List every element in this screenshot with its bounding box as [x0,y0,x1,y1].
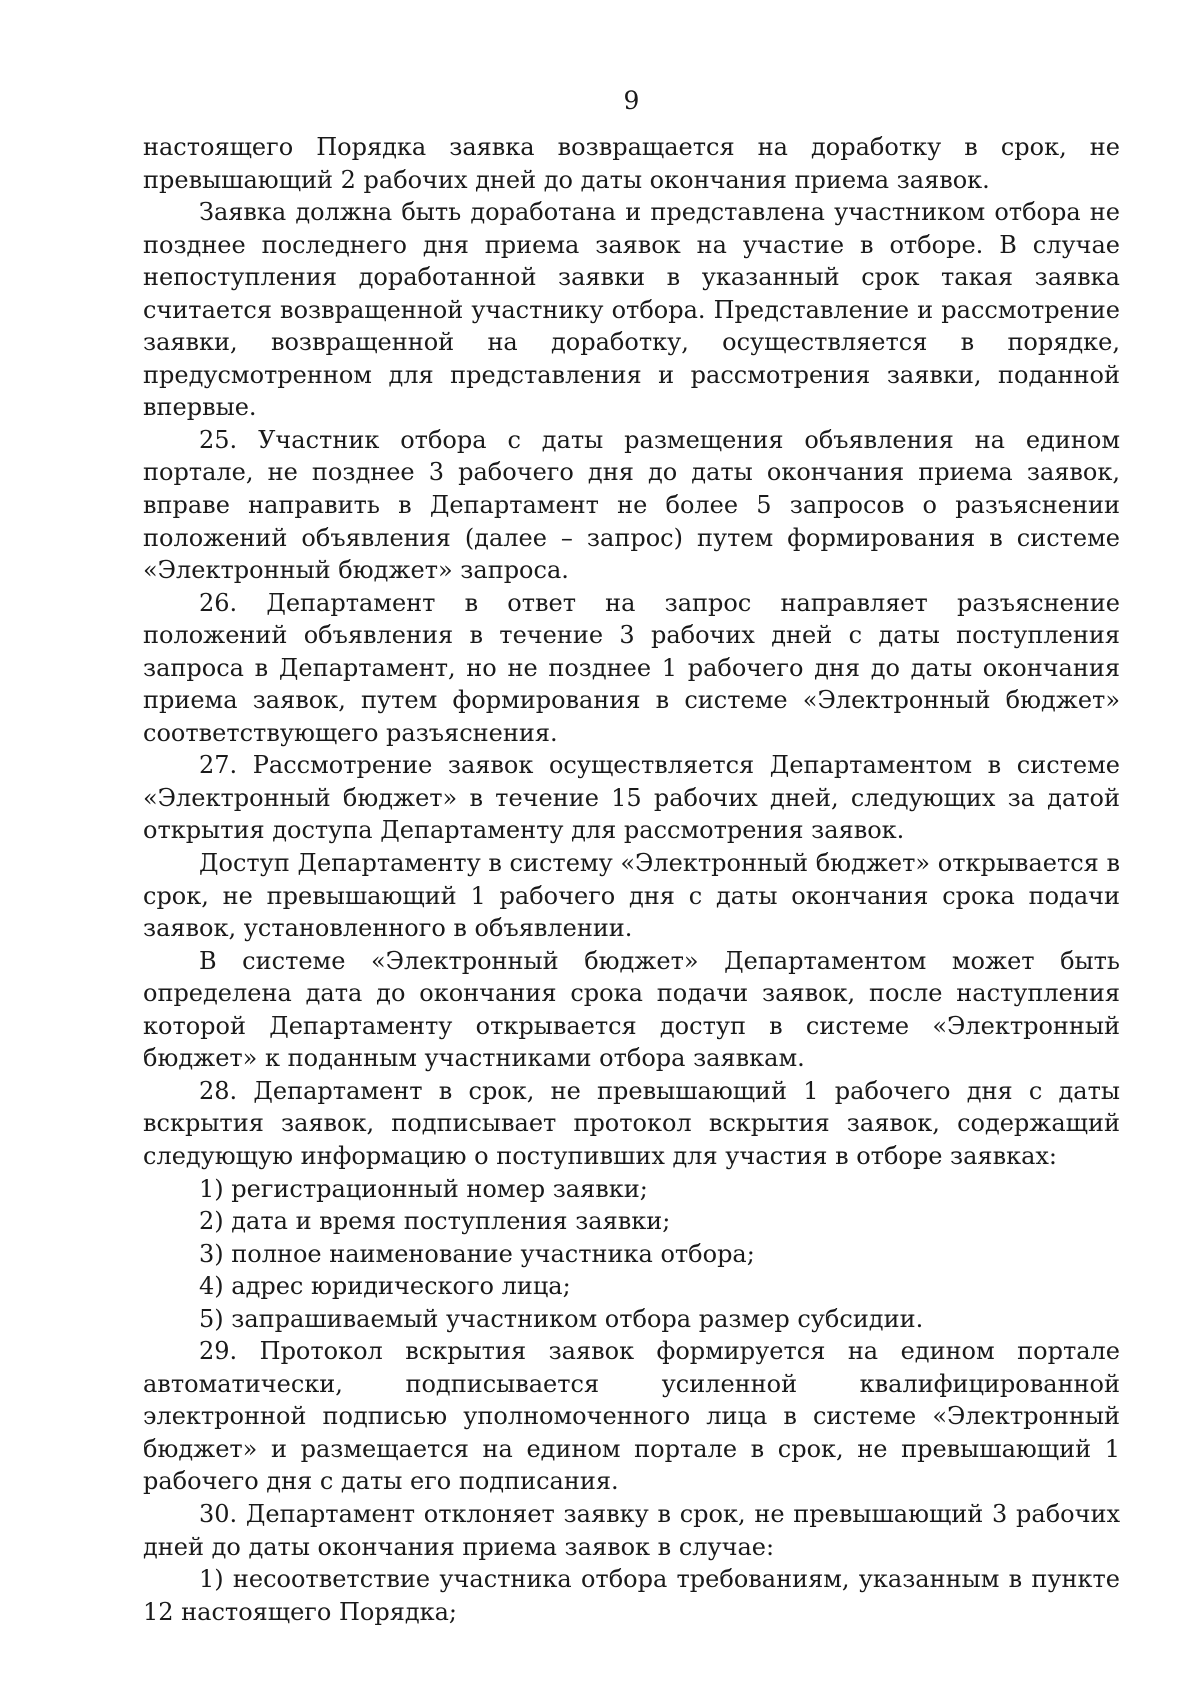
list-item: 2) дата и время поступления заявки; [199,1207,671,1236]
paragraph-access-date: В системе «Электронный бюджет» Департаментом может быть определена дата до окончания срока подачи заявок, после наступления которой Департаменту открывается доступ в системе «Электронный бюджет» к поданным участниками отбора заявкам. [143,946,1120,1073]
document-body [143,131,1120,1628]
page-number: 9 [623,86,640,115]
paragraph-item-30: 30. Департамент отклоняет заявку в срок, не превышающий 3 рабочих дней до даты окончания приема заявок в случае: [143,1499,1120,1561]
paragraph-access-deadline: Доступ Департаменту в систему «Электронный бюджет» открывается в срок, не превышающий 1 рабочего дня с даты окончания срока подачи заявок, установленного в объявлении. [143,849,1120,943]
list-item: 5) запрашиваемый участником отбора размер субсидии. [199,1304,924,1333]
list-item: 1) регистрационный номер заявки; [199,1174,648,1203]
paragraph-item-27: 27. Рассмотрение заявок осуществляется Департаментом в системе «Электронный бюджет» в течение 15 рабочих дней, следующих за датой открытия доступа Департаменту для рассмотрения заявок. [143,751,1120,845]
paragraph-item-25: 25. Участник отбора с даты размещения объявления на едином портале, не позднее 3 рабочего дня до даты окончания приема заявок, вправе направить в Департамент не более 5 запросов о разъяснении положений объявления (далее – запрос) путем формирования в системе «Электронный бюджет» запроса. [143,425,1120,585]
paragraph-revision-terms: Заявка должна быть доработана и представлена участником отбора не позднее последнего дня приема заявок на участие в отборе. В случае непоступления доработанной заявки в указанный срок такая заявка считается возвращенной участнику отбора. Представление и рассмотрение заявки, возвращенной на доработку, осуществляется в порядке, предусмотренном для представления и рассмотрения заявки, поданной впервые. [143,198,1120,422]
list-item: 3) полное наименование участника отбора; [199,1239,755,1268]
paragraph-continuation: настоящего Порядка заявка возвращается на доработку в срок, не превышающий 2 рабочих дней до даты окончания приема заявок. [143,133,1120,194]
paragraph-item-29: 29. Протокол вскрытия заявок формируется на едином портале автоматически, подписывается усиленной квалифицированной электронной подписью уполномоченного лица в системе «Электронный бюджет» и размещается на едином портале в срок, не превышающий 1 рабочего дня с даты его подписания. [143,1337,1120,1496]
list-item: 1) несоответствие участника отбора требованиям, указанным в пункте 12 настоящего Порядка; [143,1565,1120,1626]
paragraph-item-28: 28. Департамент в срок, не превышающий 1 рабочего дня с даты вскрытия заявок, подписывает протокол вскрытия заявок, содержащий следующую информацию о поступивших для участия в отборе заявках: [143,1076,1120,1170]
list-item: 4) адрес юридического лица; [199,1272,571,1301]
paragraph-item-26: 26. Департамент в ответ на запрос направляет разъяснение положений объявления в течение 3 рабочих дней с даты поступления запроса в Департамент, но не позднее 1 рабочего дня до даты окончания приема заявок, путем формирования в системе «Электронный бюджет» соответствующего разъяснения. [143,588,1120,747]
